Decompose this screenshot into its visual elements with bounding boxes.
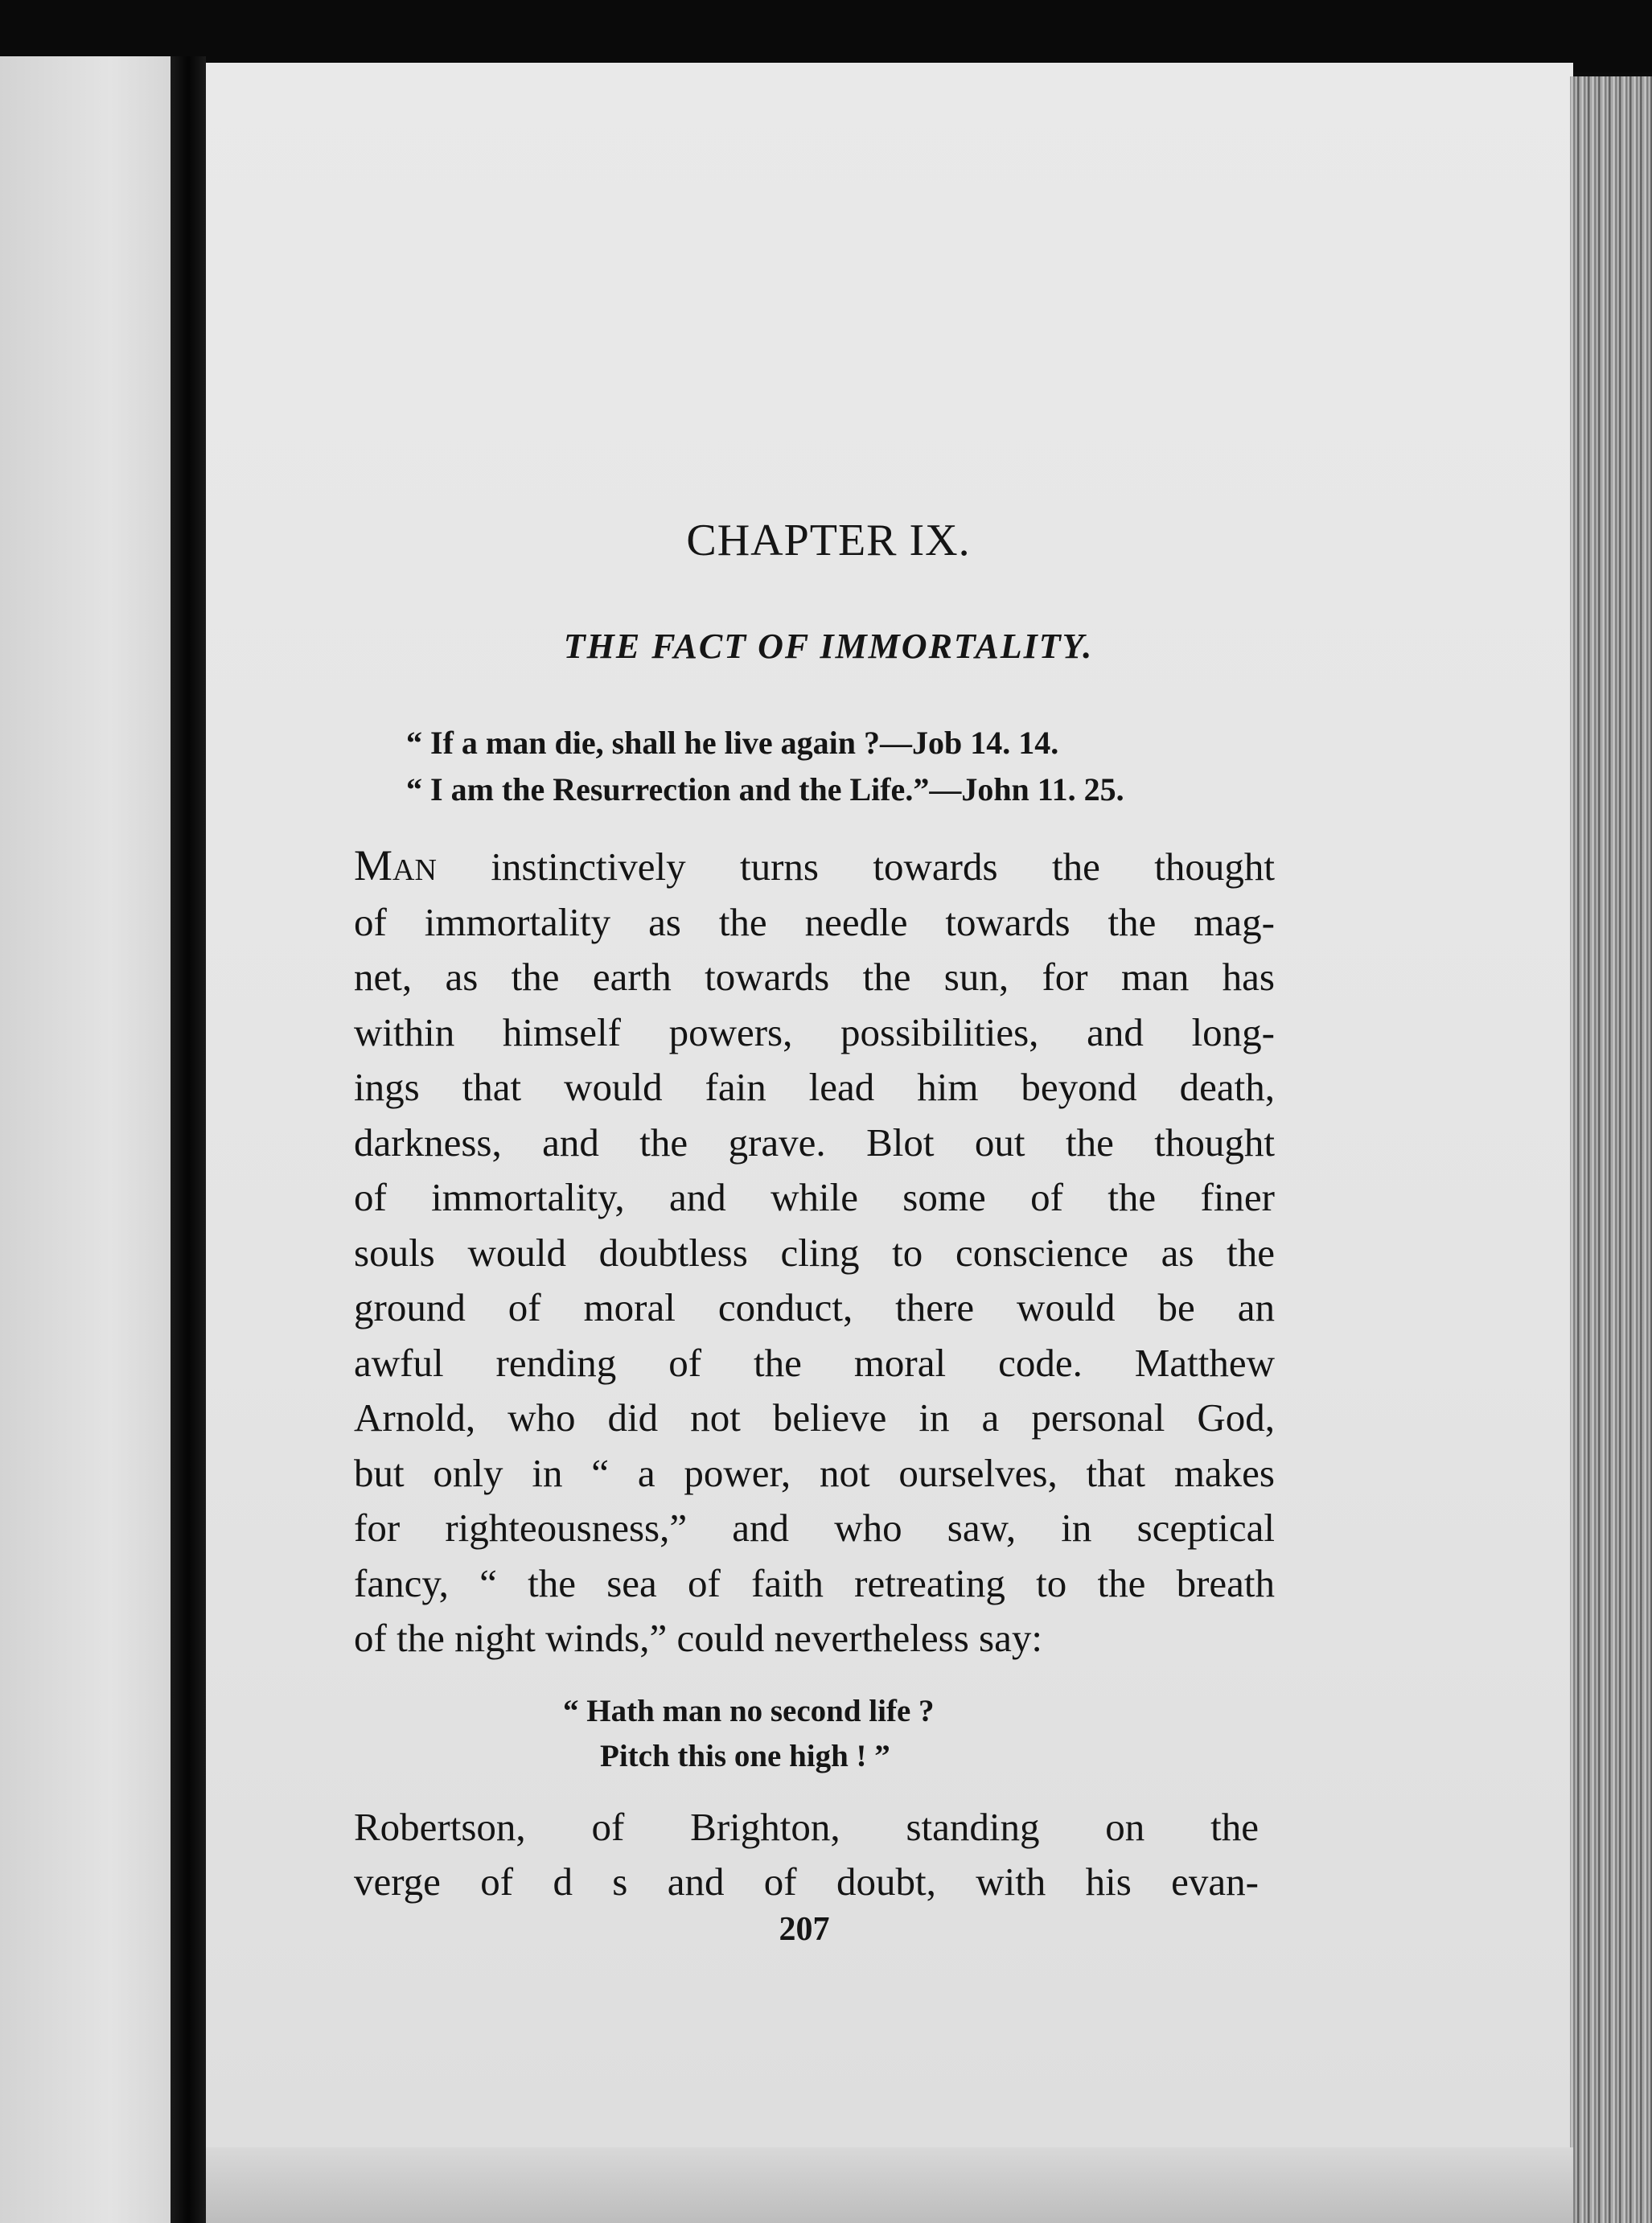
epigraph-line: “ I am the Resurrection and the Life.”—John 11. 25. [406,771,1124,807]
text-line: souls would doubtless cling to conscience as the [354,1230,1275,1275]
text-line: ground of moral conduct, there would be an [354,1285,1275,1329]
text-line: of immortality as the needle towards the mag- [354,899,1275,944]
text-line: of the night winds,” could nevertheless say: [354,1616,1042,1660]
text-line: Arnold, who did not believe in a personal God, [354,1395,1275,1440]
poem-line: “ Hath man no second life ? [563,1694,935,1728]
text-line: net, as the earth towards the sun, for man has [354,955,1275,999]
text-line: verge of d s and of doubt, with his evan- [354,1859,1259,1904]
page-bottom-margin [206,2147,1573,2223]
text-line: fancy, “ the sea of faith retreating to the breath [354,1560,1275,1605]
text-line: awful rending of the moral code. Matthew [354,1340,1275,1385]
drop-word: Man [354,841,437,890]
chapter-title: THE FACT OF IMMORTALITY. [563,627,1094,666]
paragraph-2 [354,1800,1259,1909]
text-line: Man instinctively turns towards the thought [354,841,1275,890]
poem-quote [563,1689,1126,1779]
page-edges [1570,76,1652,2223]
chapter-heading: CHAPTER IX. [686,516,971,565]
text-line: ings that would fain lead him beyond death, [354,1065,1275,1109]
epigraph-line: “ If a man die, shall he live again ?—Job 14. 14. [406,725,1059,761]
book-gutter [171,56,206,2223]
epigraph [406,720,1275,813]
poem-line: Pitch this one high ! ” [600,1739,890,1773]
paragraph-1 [354,838,1275,1666]
text-line: for righteousness,” and who saw, in sceptical [354,1506,1275,1550]
text-line: but only in “ a power, not ourselves, that makes [354,1450,1275,1495]
page-number: 207 [779,1911,830,1948]
text-line: Robertson, of Brighton, standing on the [354,1805,1259,1849]
scan-top-border [0,0,1652,72]
text-line: of immortality, and while some of the finer [354,1175,1275,1219]
text-line: within himself powers, possibilities, and long- [354,1009,1275,1054]
text-line: darkness, and the grave. Blot out the thought [354,1120,1275,1165]
